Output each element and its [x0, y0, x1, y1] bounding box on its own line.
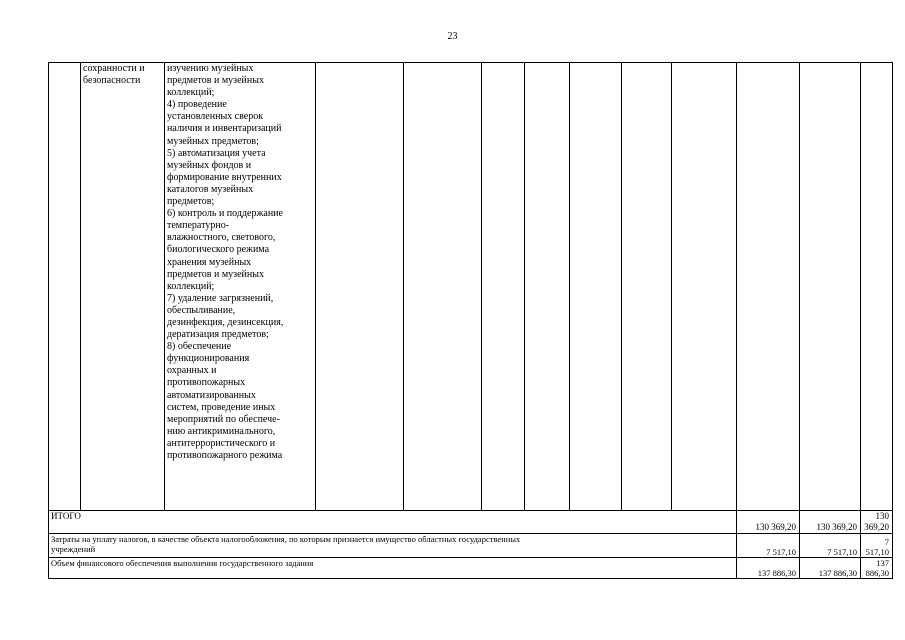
- table-row: [49, 63, 893, 511]
- table-cell: [525, 63, 570, 511]
- funding-value: 137 886,30: [861, 558, 893, 579]
- activity-area-cell: сохранности и безопасности: [81, 63, 165, 511]
- table-cell: [570, 63, 622, 511]
- table-cell: [316, 63, 404, 511]
- funding-label: Объем финансового обеспечения выполнения государственного задания: [49, 558, 737, 579]
- table-cell: [737, 63, 800, 511]
- tax-value: 7 517,10: [737, 534, 800, 558]
- table-cell: [404, 63, 482, 511]
- tax-row: [49, 534, 893, 558]
- tax-value: 7 517,10: [800, 534, 861, 558]
- financing-table: [48, 62, 893, 579]
- activity-description-cell: изучению музейных предметов и музейных коллекций; 4) проведение установленных сверок наличия и инвентаризаций музейных предметов; 5) автоматизация учета музейных фондов и формирование внутренних каталогов музейных предметов; 6) контроль и поддержание температурно- влажностного, светового, биологического режима хранения музейных предметов и музейных коллекций; 7) удаление загрязнений, обеспыливание, дезинфекция, дезинсекция, дератизация предметов; 8) обеспечение функционирования охранных и противопожарных автоматизированных систем, проведение иных мероприятий по обеспече- нию антикриминального, антитеррористического и противопожарного режима: [165, 63, 316, 511]
- total-row: [49, 511, 893, 534]
- table-cell: [800, 63, 861, 511]
- total-value: 130 369,20: [861, 511, 893, 534]
- tax-value: 7 517,10: [861, 534, 893, 558]
- table-cell: [672, 63, 737, 511]
- tax-label: Затраты на уплату налогов, в качестве объекта налогообложения, по которым признается имущество областных государственных учреждений: [49, 534, 737, 558]
- funding-row: [49, 558, 893, 579]
- total-label: ИТОГО: [49, 511, 737, 534]
- table-cell: [861, 63, 893, 511]
- funding-value: 137 886,30: [800, 558, 861, 579]
- funding-value: 137 886,30: [737, 558, 800, 579]
- table-cell: [622, 63, 672, 511]
- page-number: 23: [447, 31, 458, 42]
- table-cell: [49, 63, 81, 511]
- table-cell: [482, 63, 525, 511]
- total-value: 130 369,20: [737, 511, 800, 534]
- total-value: 130 369,20: [800, 511, 861, 534]
